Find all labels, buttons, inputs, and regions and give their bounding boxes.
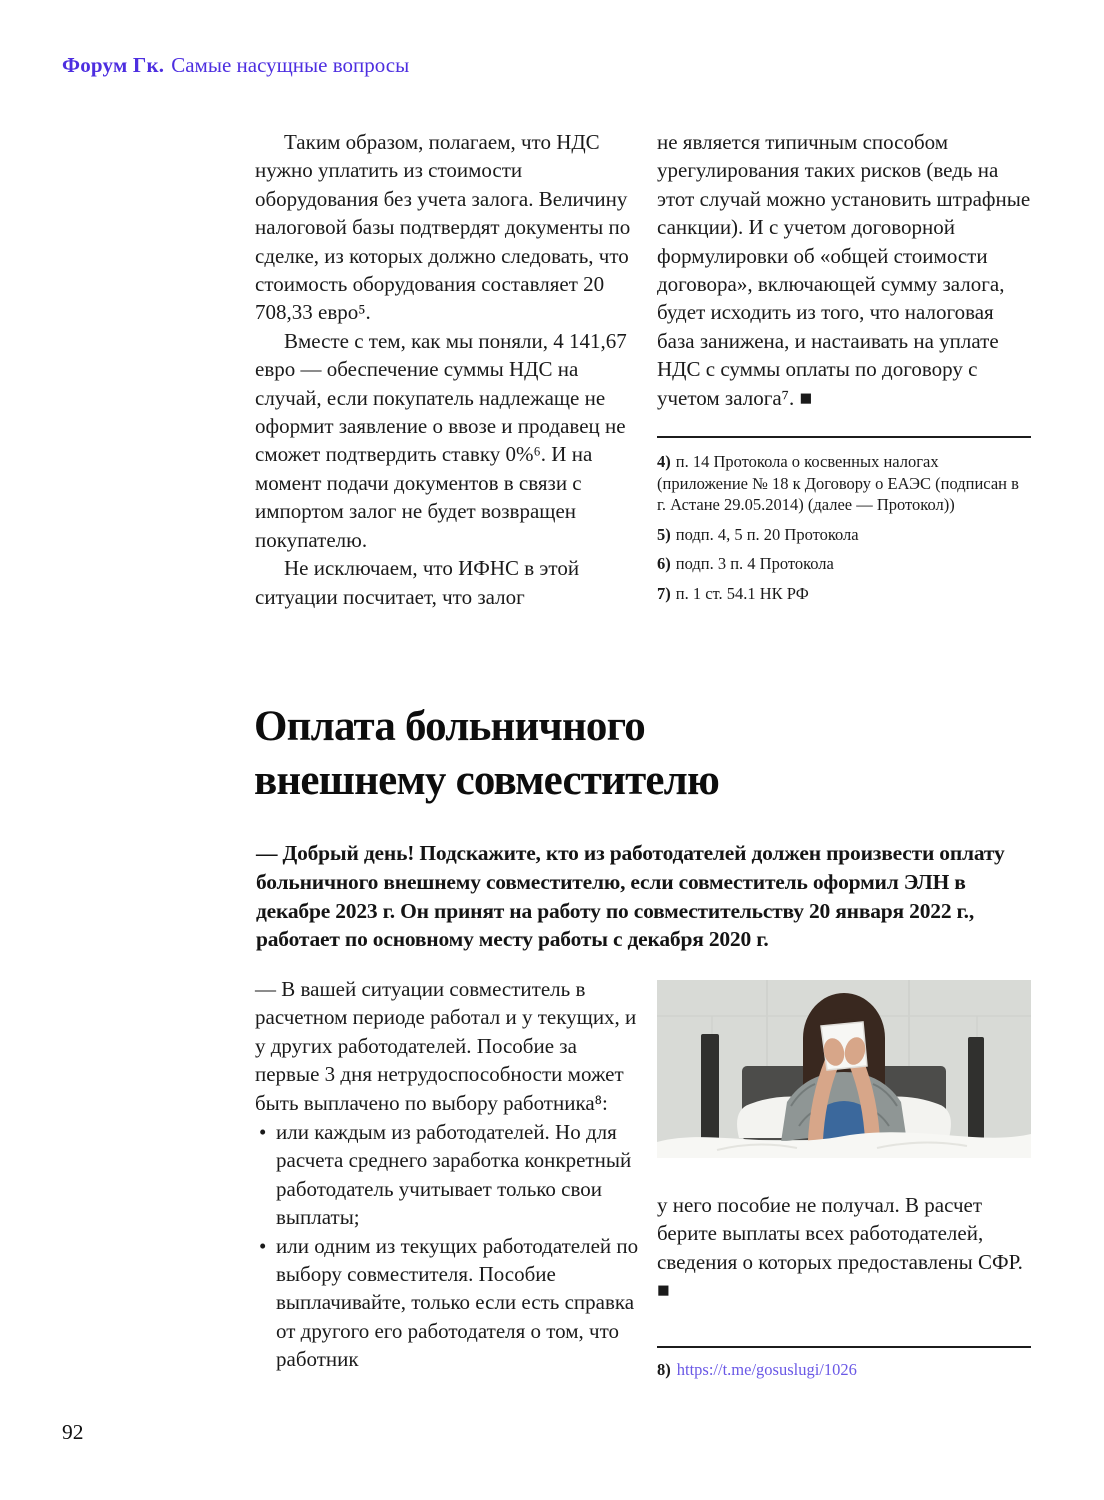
article1-left-column [255, 128, 637, 611]
footnote-text: п. 1 ст. 54.1 НК РФ [675, 583, 809, 603]
answer-continuation: у него пособие не получал. В расчет берите выплаты всех работодателей, сведения о которых предоставлены СФР. ■ [657, 1193, 1023, 1303]
answer-intro: — В вашей ситуации совместитель в расчетном периоде работал и у текущих, и у других работодателей. Пособие за первые 3 дня нетрудоспособности может быть выплачено по выбору работника⁸: [255, 977, 637, 1115]
footnote-number: 4) [657, 452, 671, 472]
article1-right-column [657, 128, 1031, 612]
article-title-line2: внешнему совместителю [254, 757, 720, 804]
article-title [254, 700, 1034, 808]
footnote-link[interactable]: https://t.me/gosuslugi/1026 [676, 1359, 857, 1379]
footnotes-block [657, 436, 1031, 604]
footnote-number: 5) [657, 524, 671, 544]
question-paragraph: — Добрый день! Подскажите, кто из работодателей должен произвести оплату больничного внешнему совместителю, если совместитель оформил ЭЛН в декабре 2023 г. Он принят на работу по совместительству 20 января 2022 г., работает по основному месту работы с декабря 2020 г. [256, 841, 1005, 952]
footnote [657, 583, 1031, 605]
paragraph: Таким образом, полагаем, что НДС нужно уплатить из стоимости оборудования без учета залога. Величину налоговой базы подтвердят документы по сделке, из которых должно следовать, что стоимость оборудования составляет 20 708,33 евро⁵. [255, 130, 631, 325]
footnote [657, 1346, 1031, 1381]
footnote-text: п. 14 Протокола о косвенных налогах (приложение № 18 к Договору о ЕАЭС (подписан в г. Астане 29.05.2014) (далее — Протокол)) [657, 452, 1019, 515]
footnote [657, 553, 1031, 575]
sick-woman-photo [657, 980, 1031, 1158]
paragraph: Не исключаем, что ИФНС в этой ситуации посчитает, что залог [255, 556, 580, 609]
footnote [657, 451, 1031, 516]
answer-bullet-list [255, 1118, 639, 1374]
section-subtitle: Самые насущные вопросы [171, 53, 410, 77]
footnote-number: 8) [657, 1359, 671, 1379]
list-item: • или одним из текущих работодателей по выбору совместителя. Пособие выплачивайте, только если есть справка от другого его работодателя о том, что работник [255, 1232, 639, 1374]
footnote [657, 524, 1031, 546]
page-number: 92 [62, 1420, 84, 1444]
footnote-text: подп. 4, 5 п. 20 Протокола [675, 524, 859, 544]
article2-right-column [657, 980, 1031, 1380]
paragraph: Вместе с тем, как мы поняли, 4 141,67 евро — обеспечение суммы НДС на случай, если покупатель надлежаще не оформит заявление о ввозе и продавец не сможет подтвердить ставку 0%⁶. И на момент подачи документов в связи с импортом залог не будет возвращен покупателю. [255, 328, 627, 552]
footnote-number: 7) [657, 583, 671, 603]
article2-left-column [255, 975, 639, 1374]
list-item: • или каждым из работодателей. Но для расчета среднего заработка конкретный работодатель учитывает только свои выплаты; [255, 1118, 639, 1232]
footnote-text: подп. 3 п. 4 Протокола [675, 554, 834, 574]
footnote-number: 6) [657, 554, 671, 574]
brand-logo: Форум Гк. [62, 53, 165, 77]
paragraph: не является типичным способом урегулирования таких рисков (ведь на этот случай можно установить штрафные санкции). И с учетом договорной формулировки об «общей стоимости договора», включающей сумму залога, будет исходить из того, что налоговая база занижена, и настаивать на уплате НДС с суммы оплаты по договору с учетом залога⁷. ■ [657, 130, 1031, 410]
article-title-line1: Оплата больничного [254, 703, 645, 750]
magazine-section-header [62, 52, 409, 78]
